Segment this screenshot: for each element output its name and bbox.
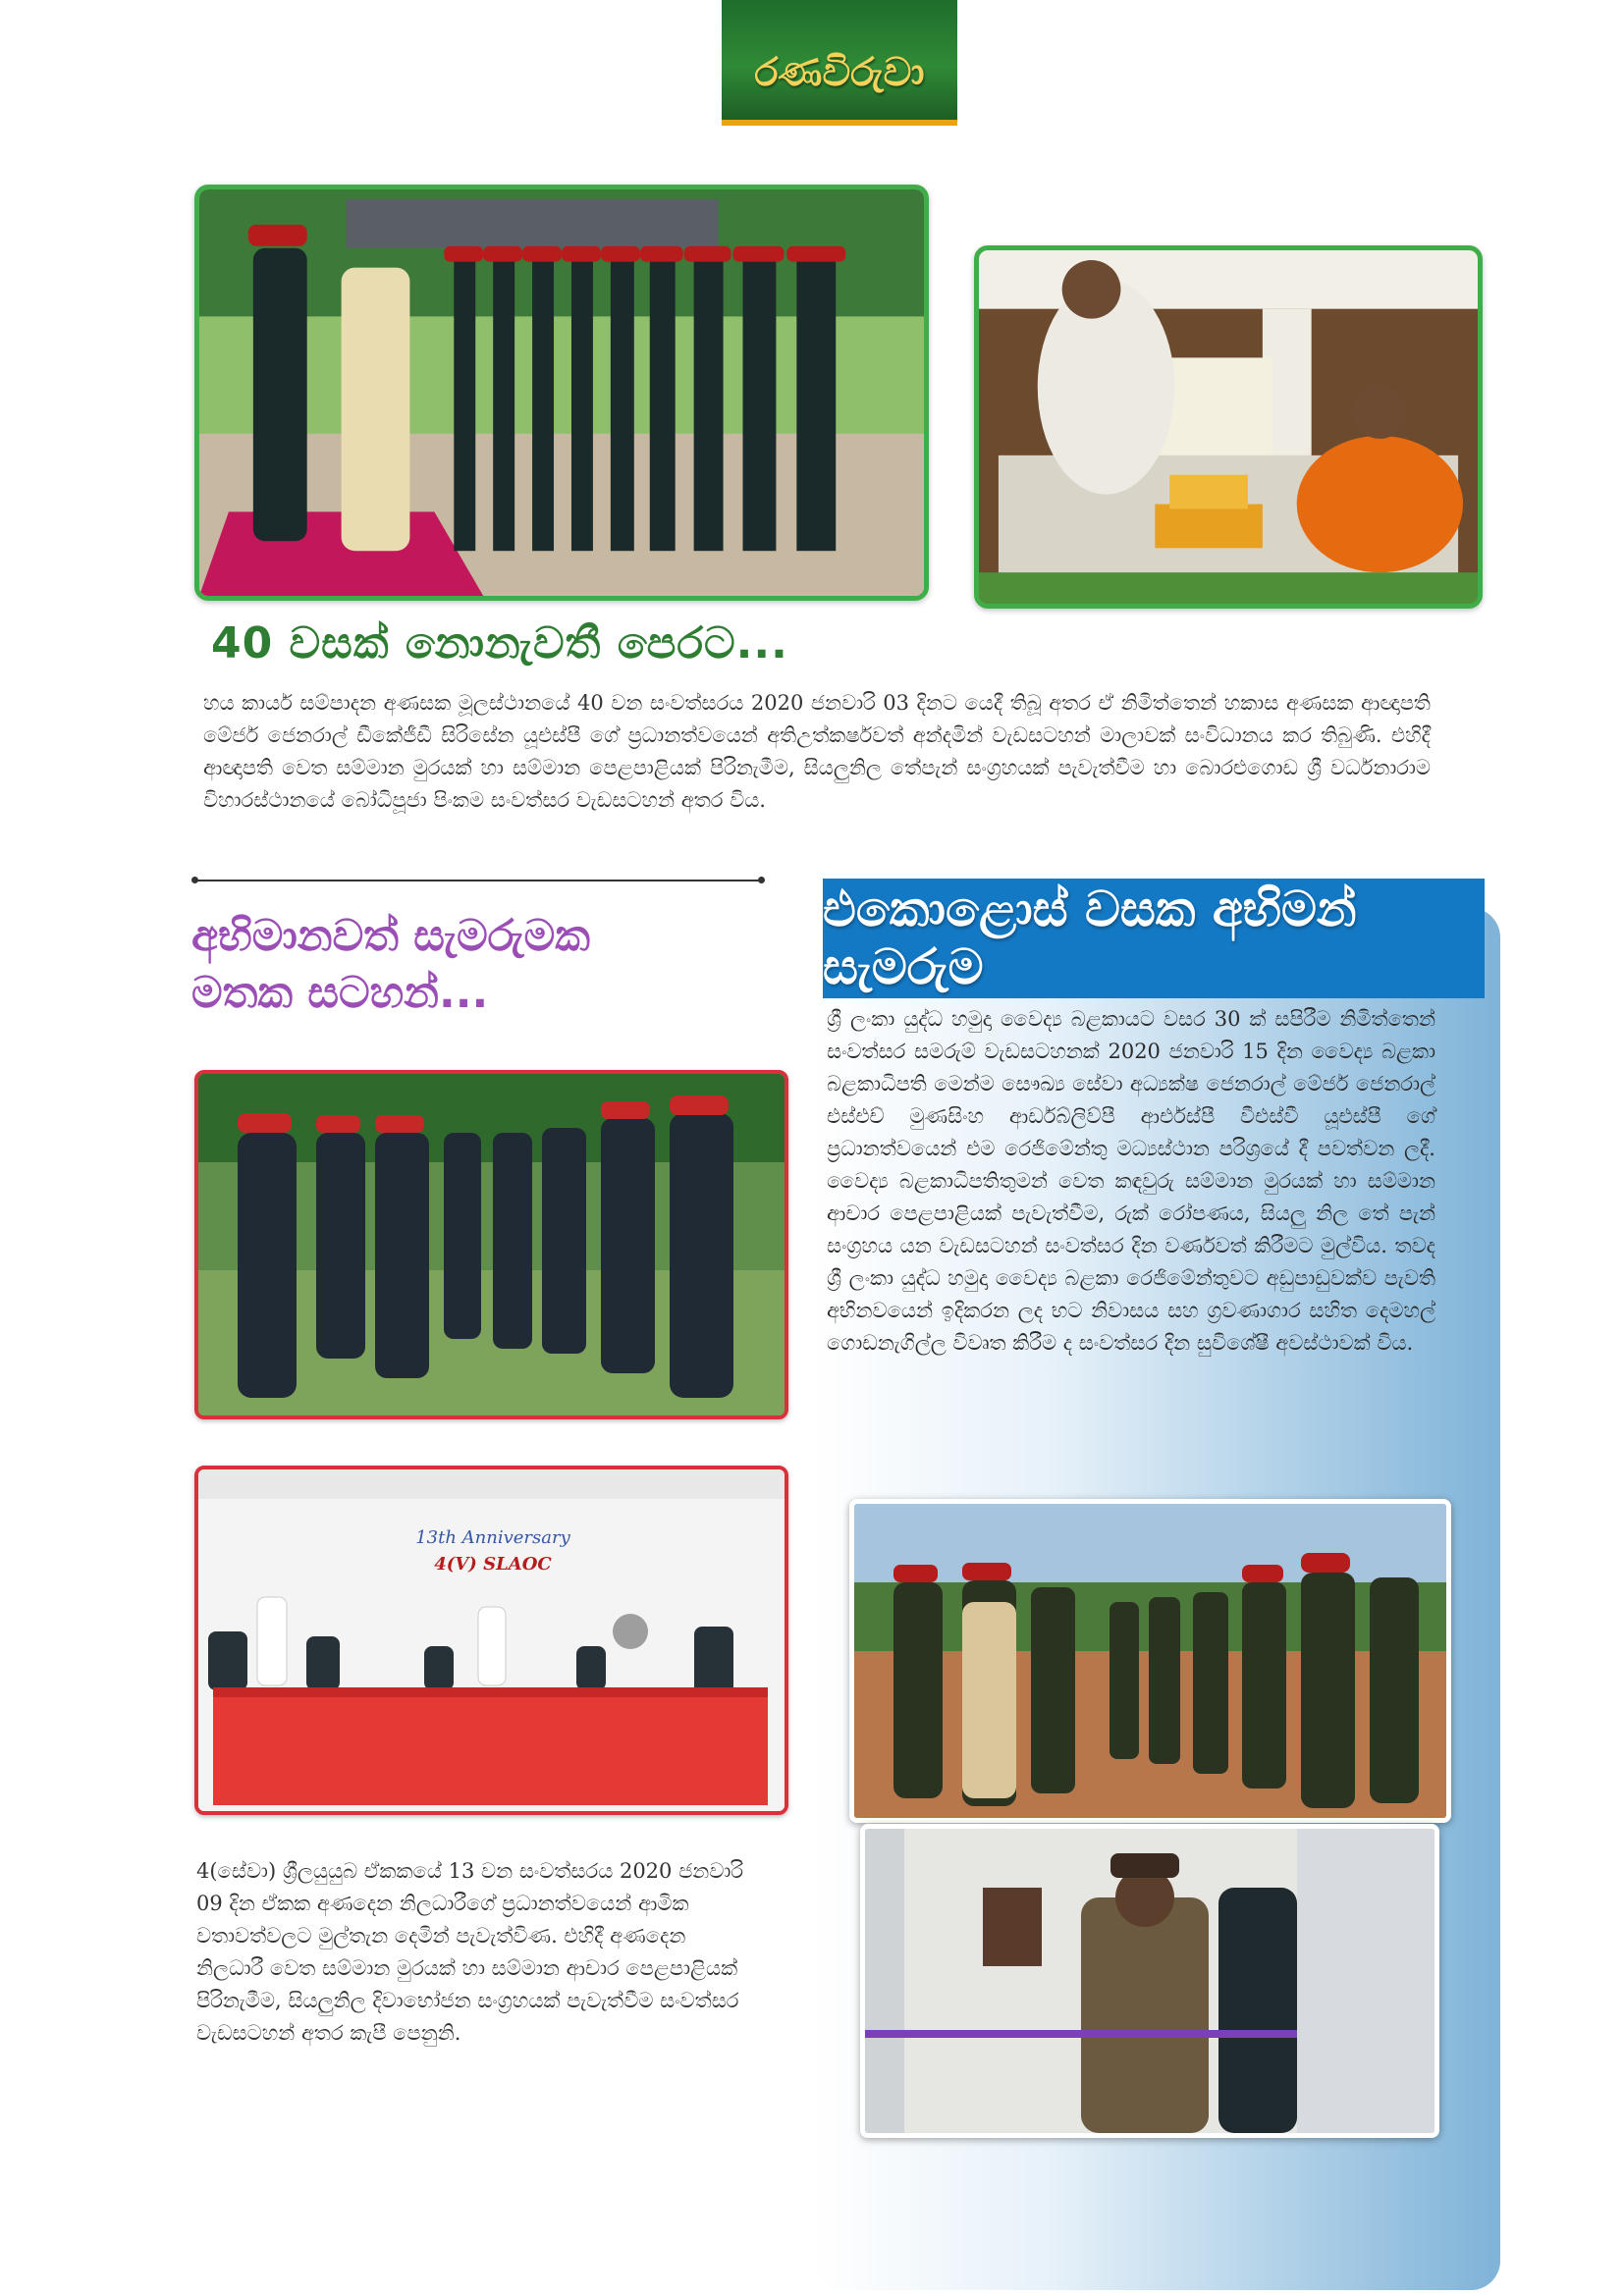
unit-text: 4(V) SLAOC: [434, 1554, 552, 1575]
feature-banner-title: එකොළොස් වසක අභිමන් සැමරුම: [823, 881, 1357, 995]
divider: [194, 880, 762, 881]
photo-medical-corps-parade: [849, 1499, 1451, 1823]
masthead-logo: [722, 0, 957, 126]
photo-bodhi-puja-offering: [974, 245, 1483, 609]
photo-anniversary-head-table: [194, 1466, 788, 1815]
photo-guard-of-honour: [194, 1070, 788, 1419]
section-body-pride: 4(සේවා) ශ්‍රීලයුයුබ ඒකකයේ 13 වන සංවත්සරය 2020 ජනවාරි 09 දින ඒකක අණදෙන නිලධාරීගේ ප්‍රධානත්වයෙන් ආමික වතාවත්වලට මුල්තැන දෙමින් පැවැත්විණ. එහිදී අණදෙන නිලධාරී වෙත සම්මාන මුරයක් හා සම්මාන ආචාර පෙළපාළියක් පිරිනැමීම, සියලුනිල දිවාභෝජන සංග්‍රහයක් පැවැත්වීම සංවත්සර වැඩසටහන් අතර කැපී පෙනුනි.: [196, 1859, 744, 2045]
heading-line-1: අභිමානවත් සැමරුමක: [191, 911, 590, 961]
feature-banner: [823, 879, 1485, 998]
heading-line-2: මතක සටහන්...: [191, 968, 489, 1018]
section-heading-pride: [191, 908, 702, 1022]
section-heading-40-years: 40 වසක් නොනැවතී පෙරට...: [211, 618, 788, 668]
anniversary-text: 13th Anniversary: [415, 1527, 570, 1548]
photo-parade-inspection: [194, 185, 929, 601]
photo-building-opening: [860, 1824, 1439, 2138]
masthead-title: රණවිරුවා: [754, 50, 925, 95]
section-body-40-years: හය කාර්ය සම්පාදන අණසක මූලස්ථානයේ 40 වන සංවත්සරය 2020 ජනවාරි 03 දිනට යෙදී තිබූ අතර ඒ නිමිත්තෙන් හකාස අණසක ආඥාපති මේජර් ජෙනරාල් ඩීකේජීඩී සිරිසේන යූඑස්පී ගේ ප්‍රධානත්වයෙන් අතිඋත්කර්ෂවත් අන්දමින් වැඩසටහන් මාලාවක් සංවිධානය කර තිබුණි. එහිදී ආඥාපති වෙත සම්මාන මුරයක් හා සම්මාන පෙළපාළියක් පිරිනැමීම, සියලුනිල තේපැන් සංග්‍රහයක් පැවැත්වීම හා බොරළුගොඩ ශ්‍රී වර්ධනාරාම විහාරස්ථානයේ බෝධිපූජා පිංකම සංවත්සර වැඩසටහන් අතර විය.: [203, 691, 1431, 812]
feature-body: ශ්‍රී ලංකා යුද්ධ හමුදා වෛද්‍ය බළකායට වසර 30 ක් සපිරීම නිමිත්තෙන් සංවත්සර සමරුම් වැඩසටහනක් 2020 ජනවාරි 15 දින වෛද්‍ය බළකා බළකාධිපති මෙන්ම සෞඛ්‍ය සේවා අධ්‍යක්ෂ ජෙනරාල් මේජර් ජෙනරාල් එස්එච් මුණසිංහ ආර්ඩබ්ලිව්පී ආර්එස්පී වීඑස්වී යූඑස්පී ගේ ප්‍රධානත්වයෙන් එම රෙජිමේන්තු මධ්‍යස්ථාන පරිශ්‍රයේ දී පවත්වන ලදී. වෛද්‍ය බළකාධිපතිතුමන් වෙත කඳවුරු සම්මාන මුරයක් හා සම්මාන ආචාර පෙළපාළියක් පැවැත්වීම, රුක් රෝපණය, සියලු නිල තේ පැන් සංග්‍රහය යන වැඩසටහන් සංවත්සර දින වර්ණවත් කිරීමට මුල්විය. තවද ශ්‍රී ලංකා යුද්ධ හමුදා වෛද්‍ය බළකා රෙජිමේන්තුවට අඩුපාඩුවක්ව පැවති අභිනවයෙන් ඉදිකරන ලද භට නිවාසය සහ ග්‍රවණාගාර සහිත දෙමහල් ගොඩනැගිල්ල විවෘත කිරීම ද සංවත්සර දින සුවිශේෂී අවස්ථාවක් විය.: [827, 1007, 1435, 1355]
